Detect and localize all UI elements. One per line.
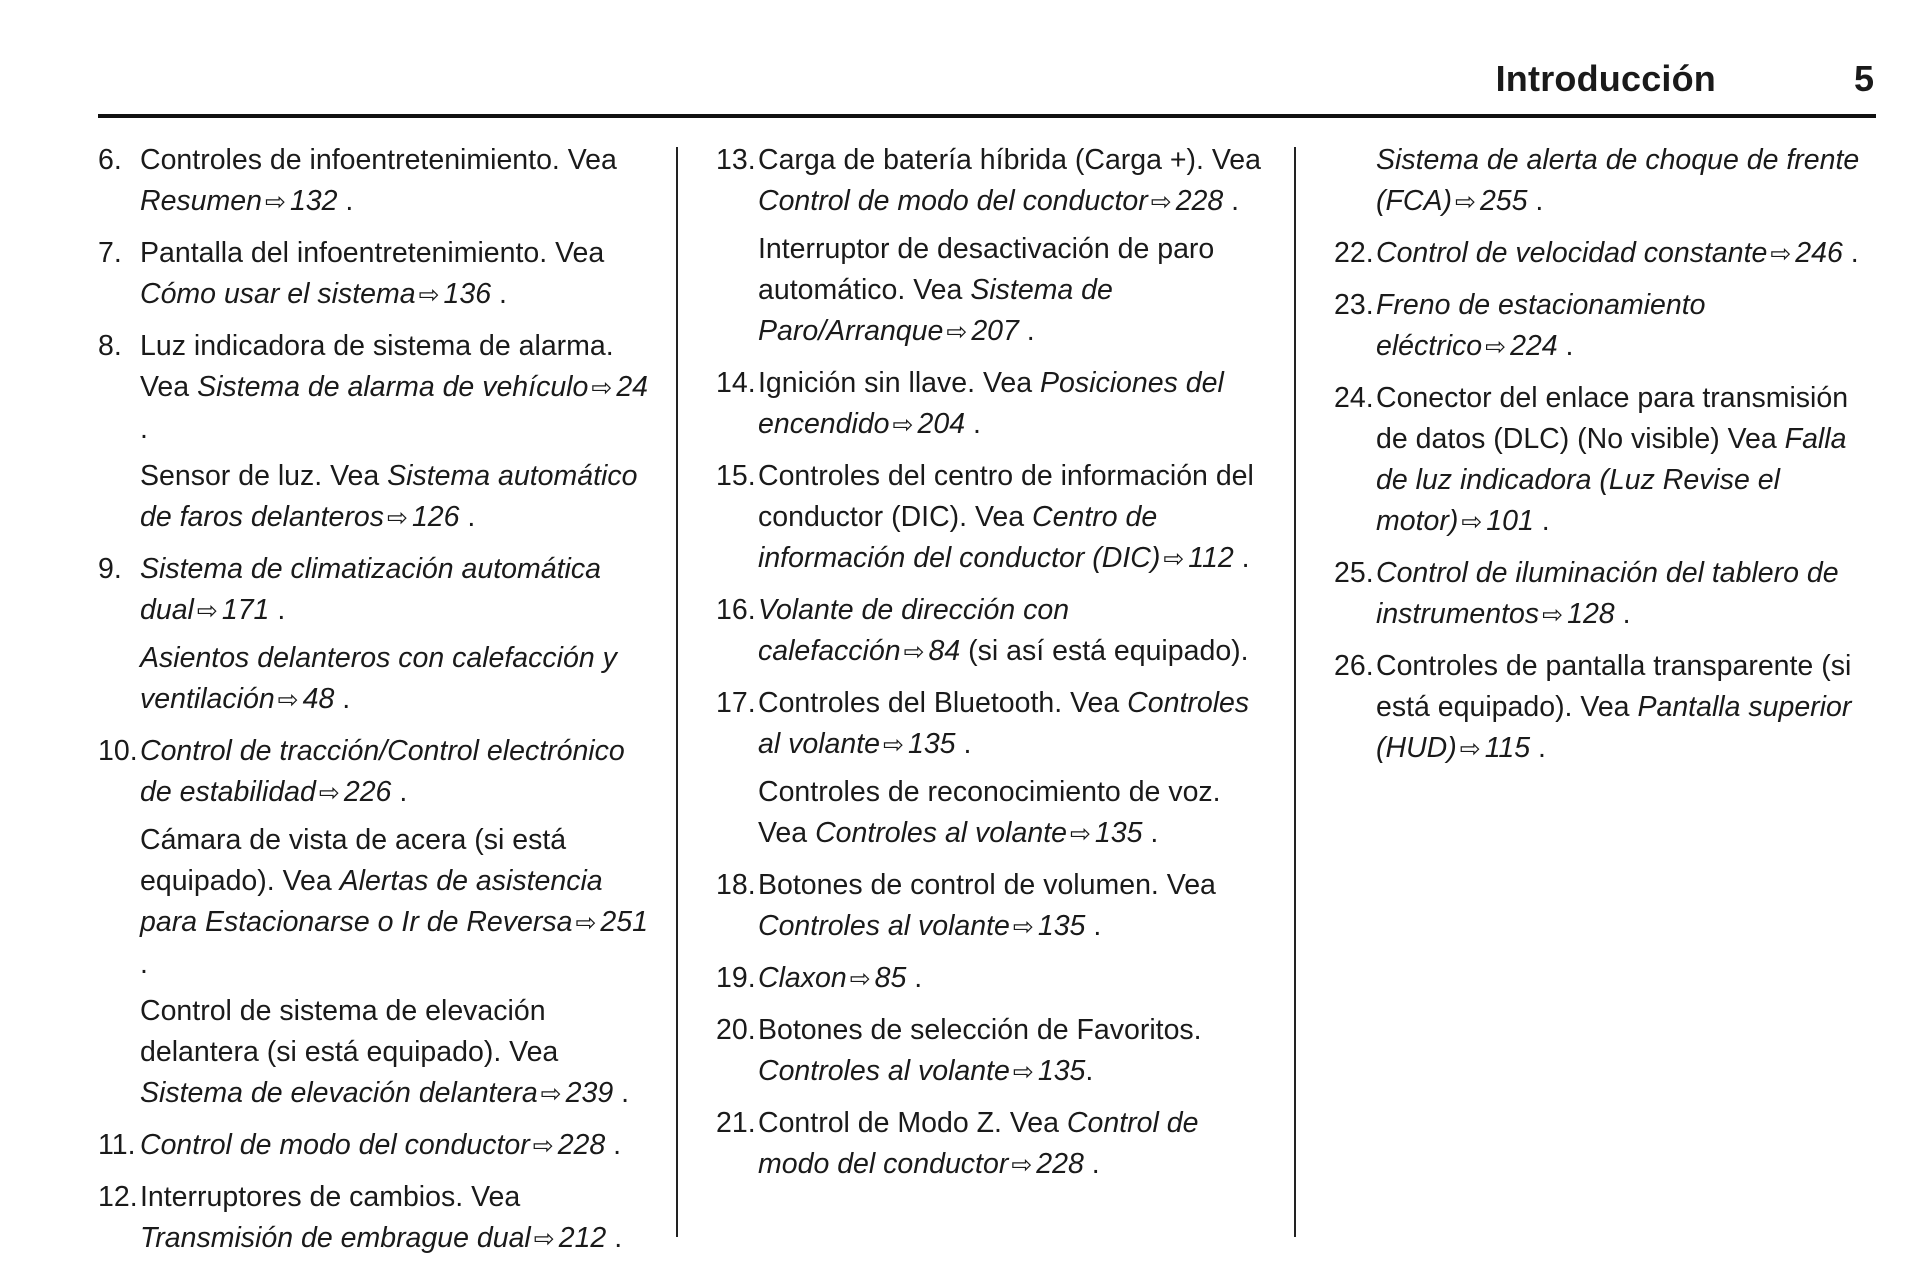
reference-link-text: Freno de estacionamiento eléctrico: [1376, 289, 1706, 362]
reference-link-text: 239: [565, 1077, 614, 1109]
item-paragraph: [758, 1103, 1271, 1186]
list-item: [98, 1125, 653, 1167]
body-text: Conector del enlace para transmisión de datos (DLC) (No visible) Vea: [1376, 382, 1849, 455]
list-item: [716, 140, 1271, 353]
item-paragraph: [140, 1125, 653, 1167]
item-number: 11.: [98, 1129, 136, 1161]
reference-link-text: 112: [1188, 542, 1234, 574]
page-reference-arrow-icon: ⇨: [533, 1225, 555, 1253]
page-reference-arrow-icon: ⇨: [883, 731, 904, 759]
column-2: [716, 140, 1271, 1196]
body-text: Interruptores de cambios. Vea: [140, 1181, 521, 1213]
reference-link-text: 251: [600, 906, 648, 938]
reference-link-text: Centro de información del conductor (DIC): [758, 501, 1161, 574]
reference-link-text: 135: [1037, 1055, 1086, 1087]
reference-link-text: Control de modo del conductor: [140, 1129, 530, 1161]
reference-link-text: 224: [1510, 330, 1558, 362]
reference-link-text: Controles al volante: [758, 910, 1010, 942]
body-text: Botones de control de volumen. Vea: [758, 869, 1216, 901]
body-text: .: [1527, 185, 1544, 217]
item-paragraph: [140, 1177, 653, 1260]
page-reference-arrow-icon: ⇨: [318, 779, 340, 807]
page-reference-arrow-icon: ⇨: [277, 686, 299, 714]
list-item: [716, 363, 1271, 446]
reference-link-text: 48: [302, 683, 335, 715]
page-reference-arrow-icon: ⇨: [540, 1080, 562, 1108]
reference-link-text: Volante de dirección con calefacción: [758, 594, 1070, 667]
item-paragraph: [758, 590, 1271, 673]
body-text: .: [955, 728, 972, 760]
body-text: .: [269, 594, 286, 626]
body-text: .: [1085, 910, 1102, 942]
body-text: .: [1533, 505, 1550, 537]
item-number: 17.: [716, 687, 756, 719]
page-reference-arrow-icon: ⇨: [591, 374, 613, 402]
page-reference-arrow-icon: ⇨: [264, 188, 286, 216]
reference-link-text: 226: [343, 776, 392, 808]
column-1: [98, 140, 653, 1270]
page-reference-arrow-icon: ⇨: [1069, 820, 1091, 848]
page-reference-arrow-icon: ⇨: [1150, 188, 1172, 216]
continued-paragraph: [1334, 140, 1886, 223]
body-text: Pantalla del infoentretenimiento. Vea: [140, 237, 605, 269]
body-text: .: [1142, 817, 1159, 849]
page-number: 5: [1853, 58, 1874, 99]
reference-link-text: 135: [1037, 910, 1086, 942]
body-text: .: [337, 185, 354, 217]
reference-link-text: Sistema de alarma de vehículo: [197, 371, 589, 403]
page-reference-arrow-icon: ⇨: [849, 965, 871, 993]
reference-link-text: 135: [1094, 817, 1143, 849]
reference-link-text: Pantalla superior (HUD): [1376, 691, 1852, 764]
item-paragraph: [140, 549, 653, 632]
reference-link-text: Cómo usar el sistema: [140, 278, 416, 310]
reference-link-text: Sistema de climatización automática dual: [140, 553, 601, 626]
item-paragraph: [758, 772, 1271, 855]
item-paragraph: [140, 638, 653, 721]
reference-link-text: Control de modo del conductor: [758, 1107, 1199, 1180]
page-reference-arrow-icon: ⇨: [1454, 188, 1476, 216]
item-paragraph: [758, 1010, 1271, 1093]
item-paragraph: [758, 958, 1271, 1000]
list-item: [1334, 285, 1886, 368]
item-paragraph: [758, 865, 1271, 948]
reference-link-text: Sistema de elevación delantera: [140, 1077, 538, 1109]
reference-link-text: Posiciones del encendido: [758, 367, 1224, 440]
list-item: [716, 590, 1271, 673]
body-text: Controles de pantalla transparente (si está equipado). Vea: [1376, 650, 1852, 723]
body-text: .: [1530, 732, 1546, 764]
page-reference-arrow-icon: ⇨: [1459, 735, 1481, 763]
page-reference-arrow-icon: ⇨: [1011, 1151, 1033, 1179]
list-item: [716, 1103, 1271, 1186]
body-text: Controles del centro de información del conductor (DIC). Vea: [758, 460, 1254, 533]
reference-link-text: Control de modo del conductor: [758, 185, 1148, 217]
body-text: .: [334, 683, 351, 715]
reference-link-text: Sistema automático de faros delanteros: [140, 460, 638, 533]
body-text: (si así está equipado).: [960, 635, 1249, 667]
page-reference-arrow-icon: ⇨: [575, 909, 597, 937]
item-number: 13.: [716, 144, 756, 176]
page-reference-arrow-icon: ⇨: [903, 638, 925, 666]
item-paragraph: [140, 820, 653, 985]
item-number: 12.: [98, 1181, 138, 1213]
reference-link-text: 204: [917, 408, 966, 440]
reference-link-text: 101: [1486, 505, 1534, 537]
list-item: [716, 1010, 1271, 1093]
page-reference-arrow-icon: ⇨: [1542, 601, 1564, 629]
reference-link-text: 228: [557, 1129, 606, 1161]
list-item: [98, 140, 653, 223]
reference-link-text: Alertas de asistencia para Estacionarse o Ir de Reversa: [140, 865, 603, 938]
reference-link-text: Control de velocidad constante: [1376, 237, 1768, 269]
list-item: [98, 549, 653, 721]
page-reference-arrow-icon: ⇨: [892, 411, 914, 439]
reference-link-text: Claxon: [758, 962, 847, 994]
page-reference-arrow-icon: ⇨: [1770, 240, 1792, 268]
reference-link-text: Falla de luz indicadora (Luz Revise el motor): [1376, 423, 1847, 537]
item-paragraph: [140, 991, 653, 1115]
item-number: 10.: [98, 735, 138, 767]
page-reference-arrow-icon: ⇨: [387, 504, 408, 532]
body-text: .: [1018, 315, 1035, 347]
reference-link-text: 255: [1479, 185, 1528, 217]
item-number: 14.: [716, 367, 756, 399]
item-number: 20.: [716, 1014, 756, 1046]
reference-link-text: 128: [1567, 598, 1615, 630]
reference-link-text: Resumen: [140, 185, 262, 217]
reference-link-text: 84: [928, 635, 961, 667]
body-text: .: [1842, 237, 1859, 269]
item-paragraph: [140, 233, 653, 316]
body-text: .: [1223, 185, 1240, 217]
item-number: 19.: [716, 962, 756, 994]
item-paragraph: [758, 229, 1271, 353]
reference-link-text: Transmisión de embrague dual: [140, 1222, 531, 1254]
body-text: Interruptor de desactivación de paro automático. Vea: [758, 233, 1215, 306]
body-text: Control de Modo Z. Vea: [758, 1107, 1067, 1139]
page-reference-arrow-icon: ⇨: [532, 1132, 554, 1160]
reference-link-text: Controles al volante: [758, 1055, 1010, 1087]
item-paragraph: [758, 456, 1271, 580]
page-reference-arrow-icon: ⇨: [1485, 333, 1507, 361]
item-number: 16.: [716, 594, 756, 626]
reference-link-text: 212: [558, 1222, 607, 1254]
reference-link-text: Control de tracción/Control electrónico de estabilidad: [140, 735, 625, 808]
item-paragraph: [1376, 553, 1886, 636]
body-text: .: [391, 776, 408, 808]
body-text: .: [1614, 598, 1631, 630]
body-text: Cámara de vista de acera (si está equipado). Vea: [140, 824, 567, 897]
reference-link-text: 132: [289, 185, 338, 217]
list-item: [1334, 646, 1886, 770]
body-text: Controles de infoentretenimiento. Vea: [140, 144, 617, 176]
page-reference-arrow-icon: ⇨: [1163, 545, 1185, 573]
reference-link-text: 228: [1175, 185, 1224, 217]
list-item: [98, 326, 653, 539]
item-paragraph: [1376, 646, 1886, 770]
page-reference-arrow-icon: ⇨: [1012, 1058, 1034, 1086]
item-number: 7.: [98, 237, 122, 269]
reference-link-text: 207: [971, 315, 1019, 347]
body-text: .: [613, 1077, 630, 1109]
list-item: [1334, 233, 1886, 275]
reference-link-text: 171: [221, 594, 270, 626]
list-item: [716, 683, 1271, 855]
reference-link-text: 85: [874, 962, 907, 994]
page-reference-arrow-icon: ⇨: [1012, 913, 1034, 941]
body-text: .: [906, 962, 923, 994]
reference-link-text: 135: [907, 728, 956, 760]
item-paragraph: [1376, 233, 1886, 275]
list-item: [716, 958, 1271, 1000]
item-paragraph: [140, 326, 653, 450]
list-item: [98, 731, 653, 1115]
list-item: [1334, 378, 1886, 543]
page-reference-arrow-icon: ⇨: [418, 281, 440, 309]
reference-link-text: Sistema de alerta de choque de frente (FCA): [1376, 144, 1860, 217]
page-reference-arrow-icon: ⇨: [946, 318, 968, 346]
reference-link-text: Sistema de Paro/Arranque: [758, 274, 1113, 347]
item-number: 6.: [98, 144, 122, 176]
page-header: [98, 52, 1876, 118]
body-text: .: [140, 948, 148, 980]
list-item: [98, 1177, 653, 1260]
reference-link-text: 228: [1036, 1148, 1084, 1180]
body-text: Botones de selección de Favoritos.: [758, 1014, 1202, 1046]
list-item: [716, 456, 1271, 580]
item-number: 24.: [1334, 382, 1374, 414]
item-number: 9.: [98, 553, 122, 585]
body-text: Controles del Bluetooth. Vea: [758, 687, 1128, 719]
item-number: 18.: [716, 869, 756, 901]
body-text: Sensor de luz. Vea: [140, 460, 388, 492]
item-paragraph: [758, 683, 1271, 766]
item-number: 22.: [1334, 237, 1374, 269]
body-text: .: [606, 1222, 623, 1254]
body-text: .: [140, 413, 148, 445]
body-text: .: [965, 408, 981, 440]
reference-link-text: Asientos delanteros con calefacción y ventilación: [140, 642, 617, 715]
item-paragraph: [140, 140, 653, 223]
item-paragraph: [1376, 285, 1886, 368]
body-text: Control de sistema de elevación delantera (si está equipado). Vea: [140, 995, 559, 1068]
body-text: .: [1233, 542, 1250, 574]
reference-link-text: 115: [1484, 732, 1531, 764]
page-reference-arrow-icon: ⇨: [1461, 508, 1483, 536]
item-number: 26.: [1334, 650, 1374, 682]
body-text: .: [605, 1129, 622, 1161]
item-number: 23.: [1334, 289, 1374, 321]
item-paragraph: [758, 363, 1271, 446]
reference-link-text: 24: [616, 371, 649, 403]
item-number: 21.: [716, 1107, 756, 1139]
item-number: 15.: [716, 460, 756, 492]
body-text: .: [1557, 330, 1574, 362]
column-3: [1334, 140, 1886, 780]
reference-link-text: Controles al volante: [758, 687, 1250, 760]
body-text: Luz indicadora de sistema de alarma. Vea: [140, 330, 614, 403]
item-number: 8.: [98, 330, 122, 362]
item-paragraph: [758, 140, 1271, 223]
body-text: .: [1083, 1148, 1100, 1180]
body-text: Carga de batería híbrida (Carga +). Vea: [758, 144, 1262, 176]
body-text: .: [491, 278, 507, 310]
list-item: [716, 865, 1271, 948]
list-item: [1334, 553, 1886, 636]
item-paragraph: [140, 731, 653, 814]
item-number: 25.: [1334, 557, 1374, 589]
reference-link-text: Controles al volante: [815, 817, 1067, 849]
list-item: [98, 233, 653, 316]
body-text: .: [459, 501, 476, 533]
item-paragraph: [140, 456, 653, 539]
reference-link-text: 136: [443, 278, 492, 310]
reference-link-text: 246: [1795, 237, 1843, 269]
column-divider: [1294, 147, 1296, 1237]
page-reference-arrow-icon: ⇨: [196, 597, 218, 625]
reference-link-text: Control de iluminación del tablero de instrumentos: [1376, 557, 1839, 630]
item-paragraph: [1376, 378, 1886, 543]
section-title: Introducción: [1495, 58, 1716, 99]
body-text: Controles de reconocimiento de voz. Vea: [758, 776, 1221, 849]
body-text: .: [1085, 1055, 1094, 1087]
reference-link-text: 126: [411, 501, 460, 533]
body-text: Ignición sin llave. Vea: [758, 367, 1041, 399]
column-divider: [676, 147, 678, 1237]
